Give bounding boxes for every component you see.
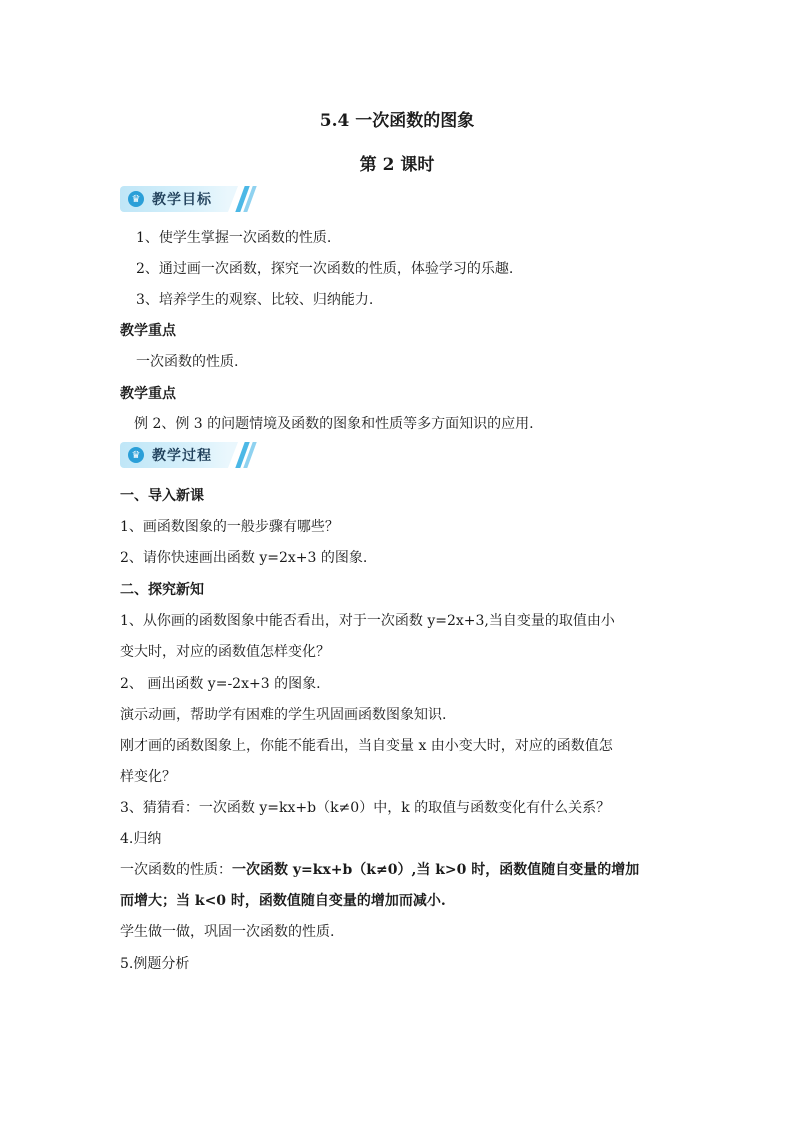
key-point-text: 一次函数的性质. (136, 354, 239, 370)
trophy-icon: ♛ (128, 191, 144, 207)
part1-item: 1、画函数图象的一般步骤有哪些？ (120, 519, 339, 535)
banner-badge (120, 442, 228, 468)
part2-demo: 演示动画，帮助学有困难的学生巩固画函数图象知识. (120, 707, 447, 723)
part2-heading: 二、探究新知 (120, 582, 204, 598)
banner-label: 教学目标 (152, 192, 212, 208)
goal-item: 1、使学生掌握一次函数的性质. (136, 230, 332, 246)
banner-label: 教学过程 (152, 448, 212, 464)
example-heading: 5.例题分析 (120, 956, 190, 972)
trophy-icon: ♛ (128, 447, 144, 463)
part2-question-cont: 样变化？ (120, 769, 176, 785)
property-line (120, 860, 639, 880)
part2-summary-heading: 4.归纳 (120, 831, 162, 847)
property-statement: 一次函数 y=kx+b（k≠0）,当 k>0 时，函数值随自变量的增加 (232, 862, 640, 878)
part2-question: 2、 画出函数 y=-2x+3 的图象. (120, 676, 321, 692)
part2-question-cont: 变大时，对应的函数值怎样变化？ (120, 644, 330, 660)
page-subtitle: 第 2 课时 (359, 155, 435, 175)
key-point-heading: 教学重点 (120, 323, 176, 339)
part2-question: 3、猜猜看：一次函数 y=kx+b（k≠0）中，k 的取值与函数变化有什么关系？ (120, 800, 611, 816)
goal-item: 3、培养学生的观察、比较、归纳能力. (136, 292, 374, 308)
part1-item: 2、请你快速画出函数 y=2x+3 的图象. (120, 550, 368, 566)
part2-question: 1、从你画的函数图象中能否看出，对于一次函数 y=2x+3,当自变量的取值由小 (120, 613, 615, 629)
section-banner-goals (120, 186, 252, 212)
property-prefix: 一次函数的性质： (120, 862, 232, 878)
difficulty-heading: 教学重点 (120, 386, 176, 402)
section-banner-process (120, 442, 252, 468)
banner-badge (120, 186, 228, 212)
property-statement-cont: 而增大；当 k<0 时，函数值随自变量的增加而减小. (120, 893, 446, 909)
goal-item: 2、通过画一次函数，探究一次函数的性质，体验学习的乐趣. (136, 261, 514, 277)
page-title: 5.4 一次函数的图象 (319, 111, 475, 131)
difficulty-text: 例 2、例 3 的问题情境及函数的图象和性质等多方面知识的应用. (134, 416, 534, 432)
part2-question: 刚才画的函数图象上，你能不能看出，当自变量 x 由小变大时，对应的函数值怎 (120, 738, 613, 754)
part1-heading: 一、导入新课 (120, 488, 204, 504)
practice-text: 学生做一做，巩固一次函数的性质. (120, 924, 335, 940)
